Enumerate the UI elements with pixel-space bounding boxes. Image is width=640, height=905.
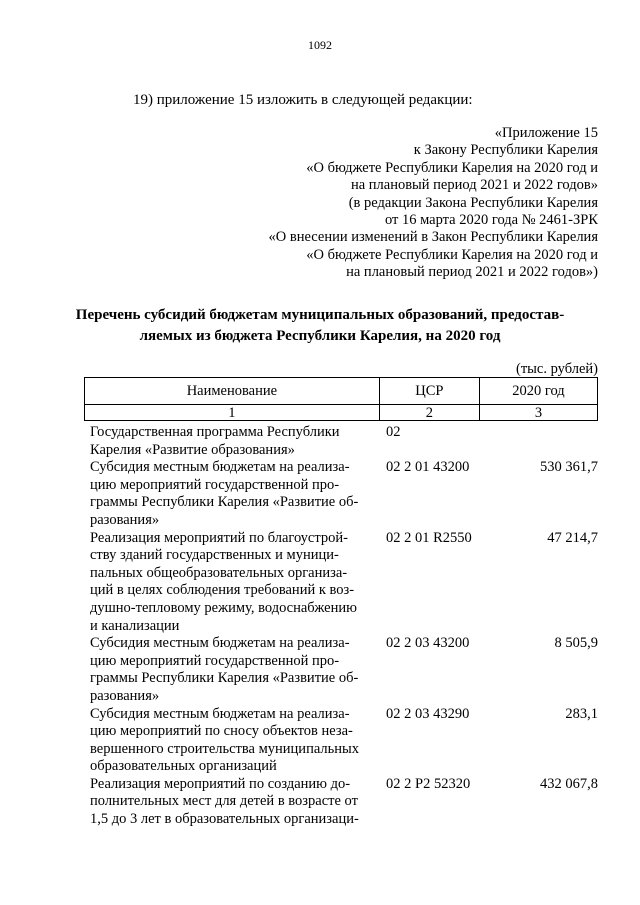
row-name-line: цию мероприятий по сносу объектов неза- <box>90 723 353 740</box>
table-row <box>90 459 598 529</box>
row-name-line: полнительных мест для детей в возрасте от <box>90 793 358 810</box>
table-row <box>90 776 598 829</box>
appendix-line: к Закону Республики Карелия <box>413 142 598 159</box>
row-name-line: граммы Республики Карелия «Развитие об- <box>90 670 359 687</box>
row-name-line: Государственная программа Республики <box>90 424 340 440</box>
row-name-line: 1,5 до 3 лет в образовательных организаци- <box>90 811 359 828</box>
row-name-line: граммы Республики Карелия «Развитие об- <box>90 494 359 511</box>
header-name: Наименование <box>85 378 380 405</box>
appendix-reference <box>178 125 598 282</box>
row-name-line: Субсидия местным бюджетам на реализа- <box>90 459 350 476</box>
row-amount: 432 067,8 <box>540 775 598 792</box>
row-name-line: вершенного строительства муниципальных <box>90 740 359 757</box>
row-name-line: Субсидия местным бюджетам на реализа- <box>90 635 350 652</box>
header-year: 2020 год <box>479 378 597 405</box>
table-header <box>84 377 598 421</box>
row-name-line: Карелия «Развитие образования» <box>90 441 295 458</box>
appendix-line: «Приложение 15 <box>494 125 598 141</box>
row-csr: 02 2 Р2 52320 <box>386 775 471 792</box>
row-csr: 02 <box>386 424 401 440</box>
table-row <box>90 530 598 636</box>
title-line: Перечень субсидий бюджетам муниципальных образований, предостав- <box>75 307 565 323</box>
appendix-line: на плановый период 2021 и 2022 годов») <box>346 264 598 281</box>
appendix-line: «О внесении изменений в Закон Республики Карелия <box>268 229 598 246</box>
row-name-line: ций в целях соблюдения требований к воз- <box>90 582 355 599</box>
row-name-line: цию мероприятий государственной про- <box>90 476 340 493</box>
row-amount: 283,1 <box>565 705 598 722</box>
row-name-line: Реализация мероприятий по созданию до- <box>90 775 351 792</box>
row-name <box>90 459 374 529</box>
row-amount: 530 361,7 <box>540 459 598 476</box>
appendix-line: от 16 марта 2020 года № 2461-ЗРК <box>384 212 598 229</box>
title-line: ляемых из бюджета Республики Карелия, на 2020 год <box>139 328 501 344</box>
row-name-line: пальных общеобразовательных организа- <box>90 564 348 581</box>
row-name-line: душно-тепловому режиму, водоснабжению <box>90 599 357 616</box>
row-name <box>90 776 374 829</box>
row-name-line: разования» <box>90 687 160 704</box>
appendix-line: на плановый период 2021 и 2022 годов» <box>350 177 598 194</box>
column-number: 3 <box>479 405 597 421</box>
row-name-line: и канализации <box>90 617 180 634</box>
table-row <box>90 635 598 705</box>
row-name <box>90 635 374 705</box>
table-row <box>90 424 598 459</box>
row-name <box>90 706 374 776</box>
row-name-line: Субсидия местным бюджетам на реализа- <box>90 705 350 722</box>
row-name-line: образовательных организаций <box>90 758 277 775</box>
row-csr: 02 2 01 R2550 <box>386 529 472 546</box>
intro-paragraph: 19) приложение 15 изложить в следующей редакции: <box>133 92 473 108</box>
document-title <box>70 305 570 347</box>
appendix-line: «О бюджете Республики Карелия на 2020 год и <box>306 159 598 176</box>
page-number: 1092 <box>308 38 332 52</box>
row-name <box>90 530 374 636</box>
appendix-line: (в редакции Закона Республики Карелия <box>348 194 598 211</box>
appendix-line: «О бюджете Республики Карелия на 2020 год и <box>306 246 598 263</box>
row-name-line: ству зданий государственных и муници- <box>90 547 339 564</box>
row-csr: 02 2 03 43200 <box>386 635 470 652</box>
units-label: (тыс. рублей) <box>516 361 598 377</box>
column-number: 1 <box>85 405 380 421</box>
row-csr: 02 2 01 43200 <box>386 459 470 476</box>
row-name-line: цию мероприятий государственной про- <box>90 652 340 669</box>
table-row <box>90 706 598 776</box>
row-csr: 02 2 03 43290 <box>386 705 470 722</box>
row-name <box>90 424 374 459</box>
row-amount: 8 505,9 <box>554 635 598 652</box>
table-body <box>90 424 598 829</box>
row-name-line: Реализация мероприятий по благоустрой- <box>90 529 348 546</box>
row-name-line: разования» <box>90 511 160 528</box>
header-csr: ЦСР <box>379 378 479 405</box>
column-number: 2 <box>379 405 479 421</box>
row-amount: 47 214,7 <box>547 529 598 546</box>
